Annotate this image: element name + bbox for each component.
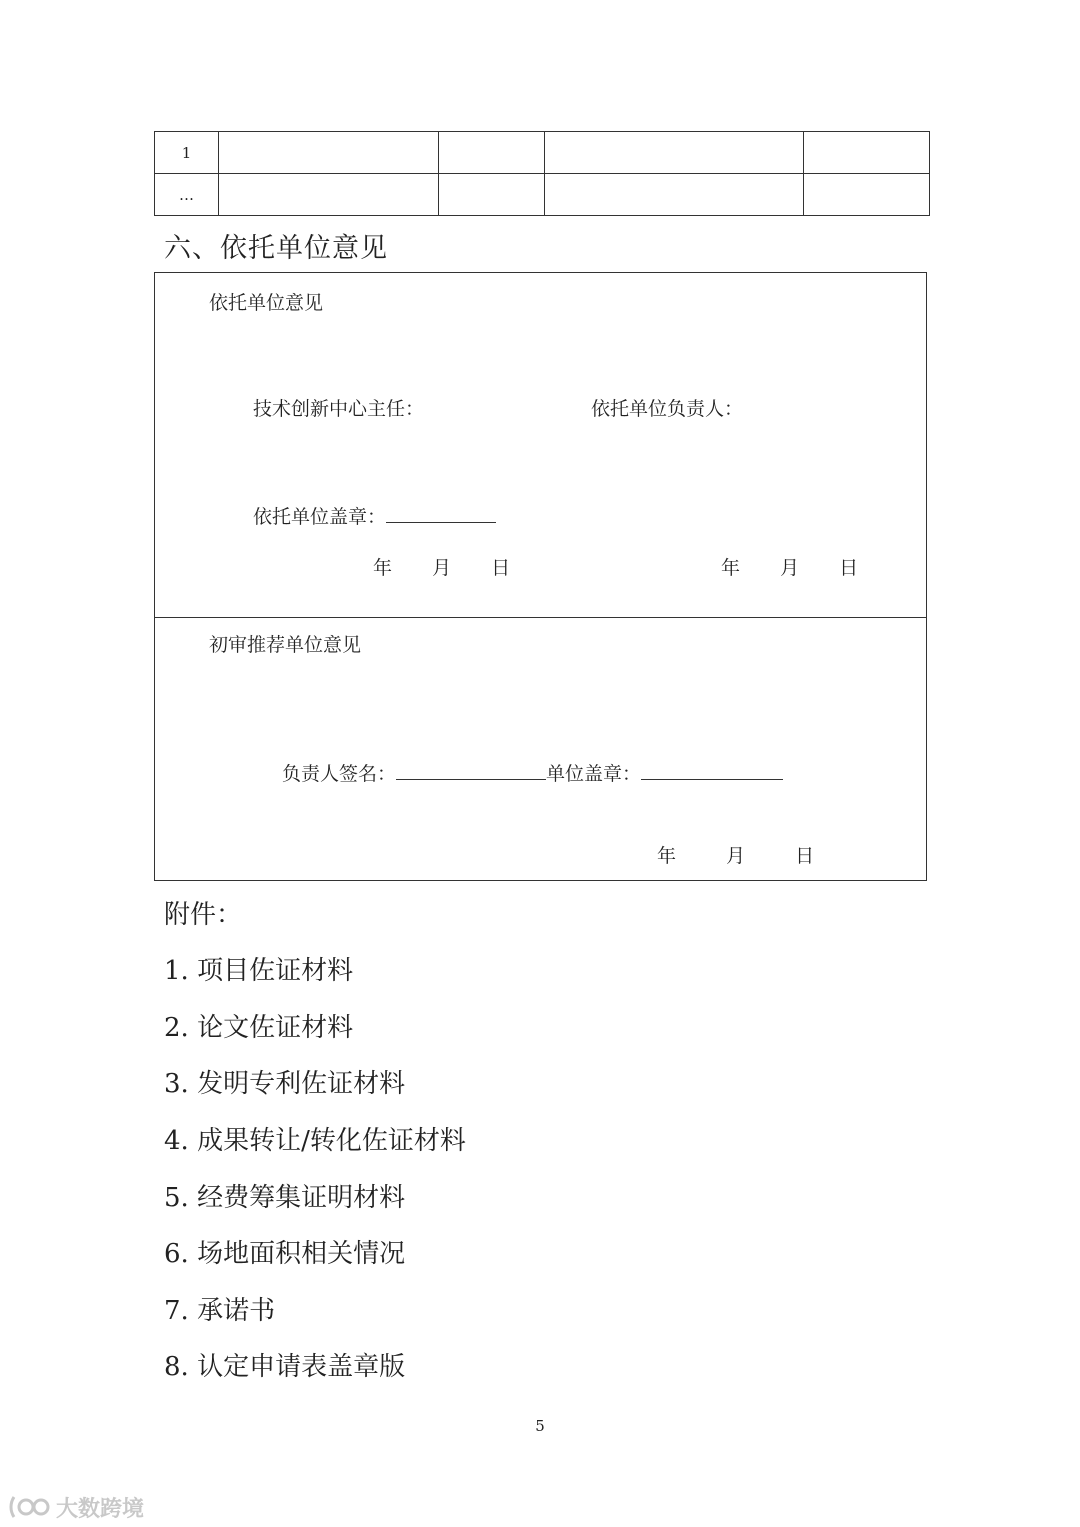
date-month: 月 bbox=[726, 845, 746, 867]
center-director-label: 技术创新中心主任： bbox=[253, 398, 425, 420]
date-day: 日 bbox=[491, 557, 511, 579]
opinion-divider bbox=[155, 617, 926, 618]
opinion-box bbox=[154, 272, 927, 881]
attachment-item: 3. 发明专利佐证材料 bbox=[164, 1069, 406, 1099]
table-cell bbox=[219, 132, 439, 174]
section-heading: 六、依托单位意见 bbox=[164, 233, 388, 264]
leader-signature-line bbox=[396, 779, 546, 780]
watermark-logo-icon bbox=[8, 1493, 52, 1521]
table-cell bbox=[439, 174, 545, 216]
leader-signature-label: 负责人签名： bbox=[282, 763, 397, 785]
date-year: 年 bbox=[373, 557, 393, 579]
attachment-item: 6. 场地面积相关情况 bbox=[164, 1239, 406, 1269]
watermark-text: 大数跨境 bbox=[56, 1496, 145, 1522]
date-day: 日 bbox=[795, 845, 815, 867]
host-seal-label: 依托单位盖章： bbox=[253, 506, 387, 528]
review-date bbox=[657, 841, 814, 868]
date-year: 年 bbox=[721, 557, 741, 579]
host-leader-label: 依托单位负责人： bbox=[591, 398, 744, 420]
review-opinion-label: 初审推荐单位意见 bbox=[209, 634, 362, 656]
table-cell bbox=[545, 132, 804, 174]
date-year: 年 bbox=[657, 845, 677, 867]
table-cell bbox=[219, 174, 439, 216]
host-seal-field bbox=[253, 502, 496, 529]
table-cell: … bbox=[155, 174, 219, 216]
date-day: 日 bbox=[839, 557, 859, 579]
table-cell: 1 bbox=[155, 132, 219, 174]
unit-seal-line bbox=[641, 779, 783, 780]
review-signature-field bbox=[282, 759, 783, 786]
attachment-item: 1. 项目佐证材料 bbox=[164, 956, 354, 986]
table-row bbox=[155, 174, 930, 216]
date-month: 月 bbox=[432, 557, 452, 579]
attachment-item: 2. 论文佐证材料 bbox=[164, 1013, 354, 1043]
unit-seal-label: 单位盖章： bbox=[546, 763, 642, 785]
project-table bbox=[154, 131, 930, 216]
host-date-left bbox=[373, 553, 510, 580]
table-cell bbox=[804, 174, 930, 216]
table-cell bbox=[804, 132, 930, 174]
watermark bbox=[8, 1490, 144, 1524]
host-seal-line bbox=[386, 522, 496, 523]
page-number: 5 bbox=[535, 1417, 545, 1435]
attachment-item: 4. 成果转让/转化佐证材料 bbox=[164, 1126, 466, 1156]
host-date-right bbox=[721, 553, 858, 580]
host-opinion-label: 依托单位意见 bbox=[209, 292, 324, 314]
table-cell bbox=[545, 174, 804, 216]
date-month: 月 bbox=[780, 557, 800, 579]
attachment-item: 7. 承诺书 bbox=[164, 1296, 276, 1326]
table-row bbox=[155, 132, 930, 174]
table-cell bbox=[439, 132, 545, 174]
attachment-item: 5. 经费筹集证明材料 bbox=[164, 1183, 406, 1213]
attachment-item: 8. 认定申请表盖章版 bbox=[164, 1352, 406, 1382]
attachments-title: 附件： bbox=[164, 900, 243, 930]
